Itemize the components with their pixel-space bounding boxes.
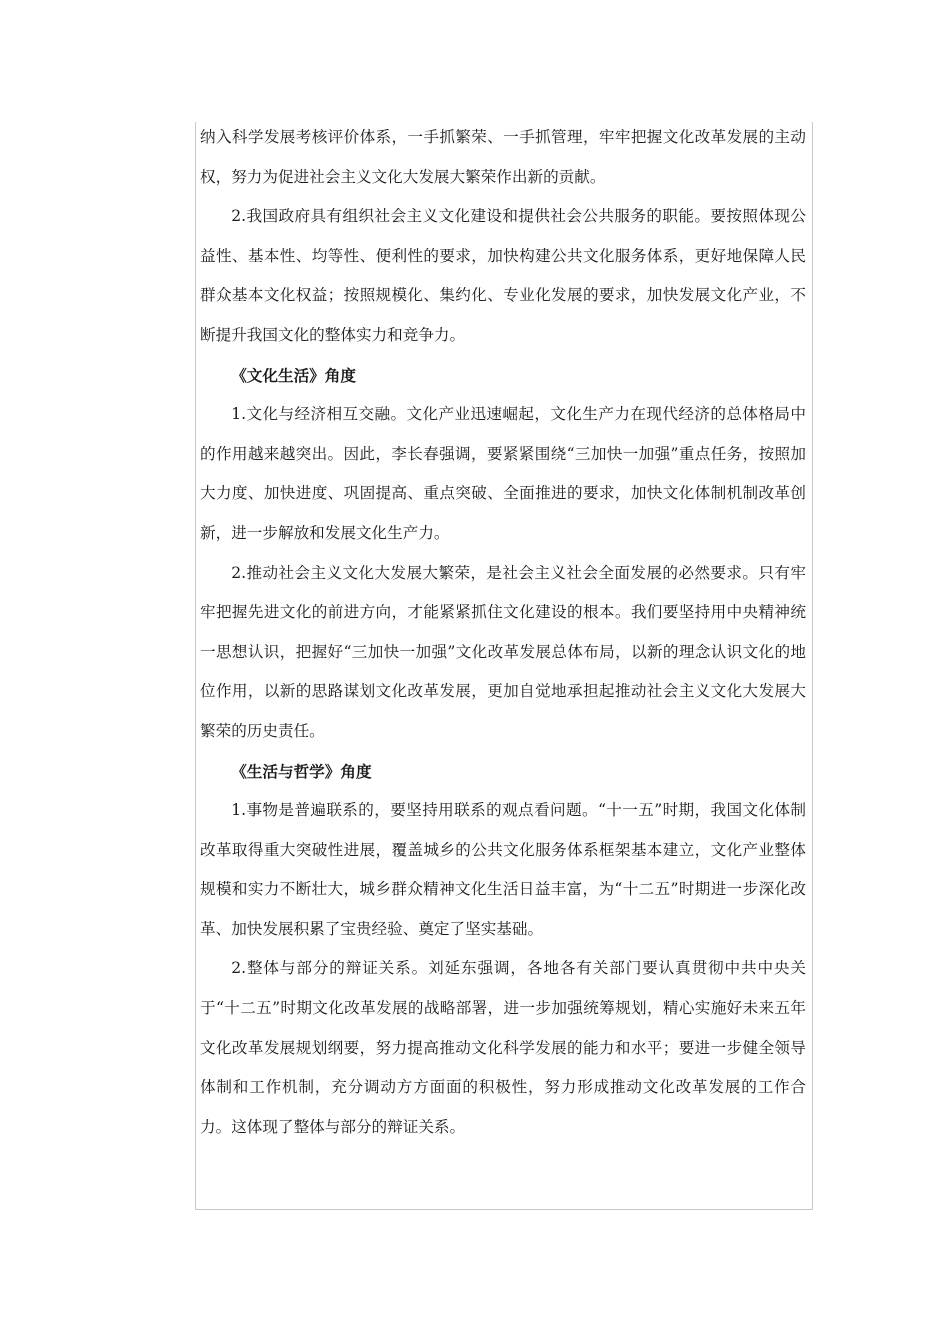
paragraph: 2.我国政府具有组织社会主义文化建设和提供社会公共服务的职能。要按照体现公益性、基本性、均等性、便利性的要求，加快构建公共文化服务体系，更好地保障人民群众基本文化权益；按照规模化、集约化、专业化发展的要求，加快发展文化产业，不断提升我国文化的整体实力和竞争力。 [200, 207, 806, 344]
section-heading: 《文化生活》角度 [231, 365, 356, 385]
section-heading: 《生活与哲学》角度 [231, 761, 372, 781]
document-body [200, 118, 806, 1147]
paragraph: 2.整体与部分的辩证关系。刘延东强调，各地各有关部门要认真贯彻中共中央关于“十二五”时期文化改革发展的战略部署，进一步加强统筹规划，精心实施好未来五年文化改革发展规划纲要，努力提高推动文化科学发展的能力和水平；要进一步健全领导体制和工作机制，充分调动方方面面的积极性，努力形成推动文化改革发展的工作合力。这体现了整体与部分的辩证关系。 [200, 959, 806, 1136]
paragraph: 1.事物是普遍联系的，要坚持用联系的观点看问题。“十一五”时期，我国文化体制改革取得重大突破性进展，覆盖城乡的公共文化服务体系框架基本建立，文化产业整体规模和实力不断壮大，城乡群众精神文化生活日益丰富，为“十二五”时期进一步深化改革、加快发展积累了宝贵经验、奠定了坚实基础。 [200, 801, 806, 938]
paragraph: 纳入科学发展考核评价体系，一手抓繁荣、一手抓管理，牢牢把握文化改革发展的主动权，努力为促进社会主义文化大发展大繁荣作出新的贡献。 [200, 128, 806, 186]
paragraph: 1.文化与经济相互交融。文化产业迅速崛起，文化生产力在现代经济的总体格局中的作用越来越突出。因此，李长春强调，要紧紧围绕“三加快一加强”重点任务，按照加大力度、加快进度、巩固提高、重点突破、全面推进的要求，加快文化体制机制改革创新，进一步解放和发展文化生产力。 [200, 405, 806, 542]
paragraph: 2.推动社会主义文化大发展大繁荣，是社会主义社会全面发展的必然要求。只有牢牢把握先进文化的前进方向，才能紧紧抓住文化建设的根本。我们要坚持用中央精神统一思想认识，把握好“三加快一加强”文化改革发展总体布局，以新的理念认识文化的地位作用，以新的思路谋划文化改革发展，更加自觉地承担起推动社会主义文化大发展大繁荣的历史责任。 [200, 563, 806, 740]
